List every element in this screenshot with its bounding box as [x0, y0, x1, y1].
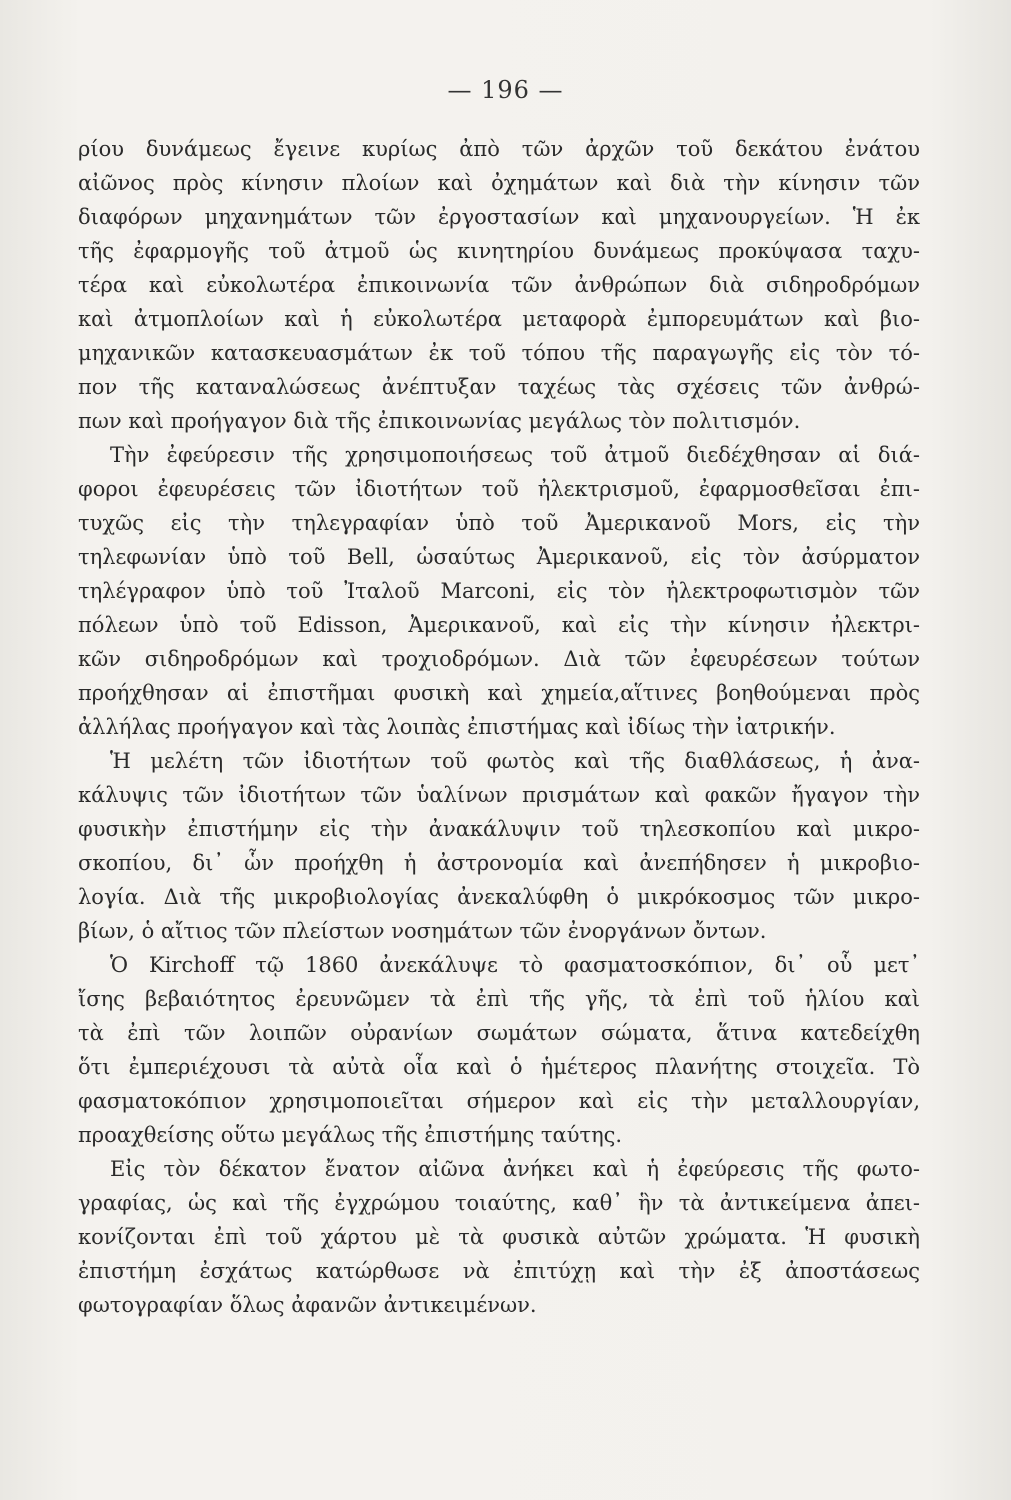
text-line: τὰ ἐπὶ τῶν λοιπῶν οὐρανίων σωμάτων σώματα, ἅτινα κατεδείχθη	[78, 1021, 920, 1045]
text-line: διαφόρων μηχανημάτων τῶν ἐργοστασίων καὶ μηχανουργείων. Ἡ ἐκ	[78, 205, 920, 229]
text-line: Ὁ Kirchoff τῷ 1860 ἀνεκάλυψε τὸ φασματοσκόπιον, δι᾽ οὗ μετ᾽	[110, 953, 920, 977]
text-line: κῶν σιδηροδρόμων καὶ τροχιοδρόμων. Διὰ τῶν ἐφευρέσεων τούτων	[78, 647, 920, 671]
text-line: βίων, ὁ αἴτιος τῶν πλείστων νοσημάτων τῶν ἐνοργάνων ὄντων.	[78, 919, 767, 943]
text-line: προήχθησαν αἱ ἐπιστῆμαι φυσικὴ καὶ χημεία,αἵτινες βοηθούμεναι πρὸς	[78, 681, 920, 705]
text-line: ρίου δυνάμεως ἔγεινε κυρίως ἀπὸ τῶν ἀρχῶν τοῦ δεκάτου ἐνάτου	[78, 137, 920, 161]
text-line: τυχῶς εἰς τὴν τηλεγραφίαν ὑπὸ τοῦ Ἀμερικανοῦ Mors, εἰς τὴν	[78, 511, 920, 535]
text-line: φοροι ἐφευρέσεις τῶν ἰδιοτήτων τοῦ ἠλεκτρισμοῦ, ἐφαρμοσθεῖσαι ἐπι-	[78, 477, 920, 501]
text-line: σκοπίου, δι᾽ ὧν προήχθη ἡ ἀστρονομία καὶ ἀνεπήδησεν ἡ μικροβιο-	[78, 851, 920, 875]
text-line: αἰῶνος πρὸς κίνησιν πλοίων καὶ ὀχημάτων καὶ διὰ τὴν κίνησιν τῶν	[78, 171, 920, 195]
text-line: προαχθείσης οὕτω μεγάλως τῆς ἐπιστήμης ταύτης.	[78, 1123, 623, 1147]
text-line: κονίζονται ἐπὶ τοῦ χάρτου μὲ τὰ φυσικὰ αὐτῶν χρώματα. Ἡ φυσικὴ	[78, 1225, 920, 1249]
text-line: γραφίας, ὡς καὶ τῆς ἐγχρώμου τοιαύτης, καθ᾽ ἣν τὰ ἀντικείμενα ἀπει-	[78, 1191, 920, 1215]
text-line: Τὴν ἐφεύρεσιν τῆς χρησιμοποιήσεως τοῦ ἀτμοῦ διεδέχθησαν αἱ διά-	[110, 443, 920, 467]
text-line: πον τῆς καταναλώσεως ἀνέπτυξαν ταχέως τὰς σχέσεις τῶν ἀνθρώ-	[78, 375, 920, 399]
text-line: ὅτι ἐμπεριέχουσι τὰ αὐτὰ οἷα καὶ ὁ ἡμέτερος πλανήτης στοιχεῖα. Τὸ	[78, 1055, 920, 1079]
text-line: τέρα καὶ εὐκολωτέρα ἐπικοινωνία τῶν ἀνθρώπων διὰ σιδηροδρόμων	[78, 273, 920, 297]
text-line: φυσικὴν ἐπιστήμην εἰς τὴν ἀνακάλυψιν τοῦ τηλεσκοπίου καὶ μικρο-	[78, 817, 920, 841]
text-line: ἴσης βεβαιότητος ἐρευνῶμεν τὰ ἐπὶ τῆς γῆς, τὰ ἐπὶ τοῦ ἡλίου καὶ	[78, 987, 920, 1011]
text-line: μηχανικῶν κατασκευασμάτων ἐκ τοῦ τόπου τῆς παραγωγῆς εἰς τὸν τό-	[78, 341, 920, 365]
text-line: τῆς ἐφαρμογῆς τοῦ ἀτμοῦ ὡς κινητηρίου δυνάμεως προκύψασα ταχυ-	[78, 239, 920, 263]
text-line: λογία. Διὰ τῆς μικροβιολογίας ἀνεκαλύφθη ὁ μικρόκοσμος τῶν μικρο-	[78, 885, 920, 909]
text-line: κάλυψις τῶν ἰδιοτήτων τῶν ὑαλίνων πρισμάτων καὶ φακῶν ἤγαγον τὴν	[78, 783, 920, 807]
text-line: Ἡ μελέτη τῶν ἰδιοτήτων τοῦ φωτὸς καὶ τῆς διαθλάσεως, ἡ ἀνα-	[110, 749, 920, 773]
text-line: τηλεφωνίαν ὑπὸ τοῦ Bell, ὡσαύτως Ἀμερικανοῦ, εἰς τὸν ἀσύρματον	[78, 545, 920, 569]
text-line: φασματοκόπιον χρησιμοποιεῖται σήμερον καὶ εἰς τὴν μεταλλουργίαν,	[78, 1089, 920, 1113]
text-line: πόλεων ὑπὸ τοῦ Edisson, Ἀμερικανοῦ, καὶ εἰς τὴν κίνησιν ἠλεκτρι-	[78, 613, 920, 637]
text-line: πων καὶ προήγαγον διὰ τῆς ἐπικοινωνίας μεγάλως τὸν πολιτισμόν.	[78, 409, 801, 433]
text-line: Εἰς τὸν δέκατον ἔνατον αἰῶνα ἀνήκει καὶ ἡ ἐφεύρεσις τῆς φωτο-	[110, 1157, 920, 1181]
page-number: — 196 —	[447, 76, 564, 104]
text-line: ἐπιστήμη ἐσχάτως κατώρθωσε νὰ ἐπιτύχῃ καὶ τὴν ἐξ ἀποστάσεως	[78, 1259, 920, 1283]
body-text	[78, 132, 920, 1322]
text-line: φωτογραφίαν ὅλως ἀφανῶν ἀντικειμένων.	[78, 1293, 537, 1317]
text-line: τηλέγραφον ὑπὸ τοῦ Ἰταλοῦ Marconi, εἰς τὸν ἠλεκτροφωτισμὸν τῶν	[78, 579, 920, 603]
text-line: ἀλλήλας προήγαγον καὶ τὰς λοιπὰς ἐπιστήμας καὶ ἰδίως τὴν ἰατρικήν.	[78, 715, 836, 739]
text-line: καὶ ἀτμοπλοίων καὶ ἡ εὐκολωτέρα μεταφορὰ ἐμπορευμάτων καὶ βιο-	[78, 307, 920, 331]
